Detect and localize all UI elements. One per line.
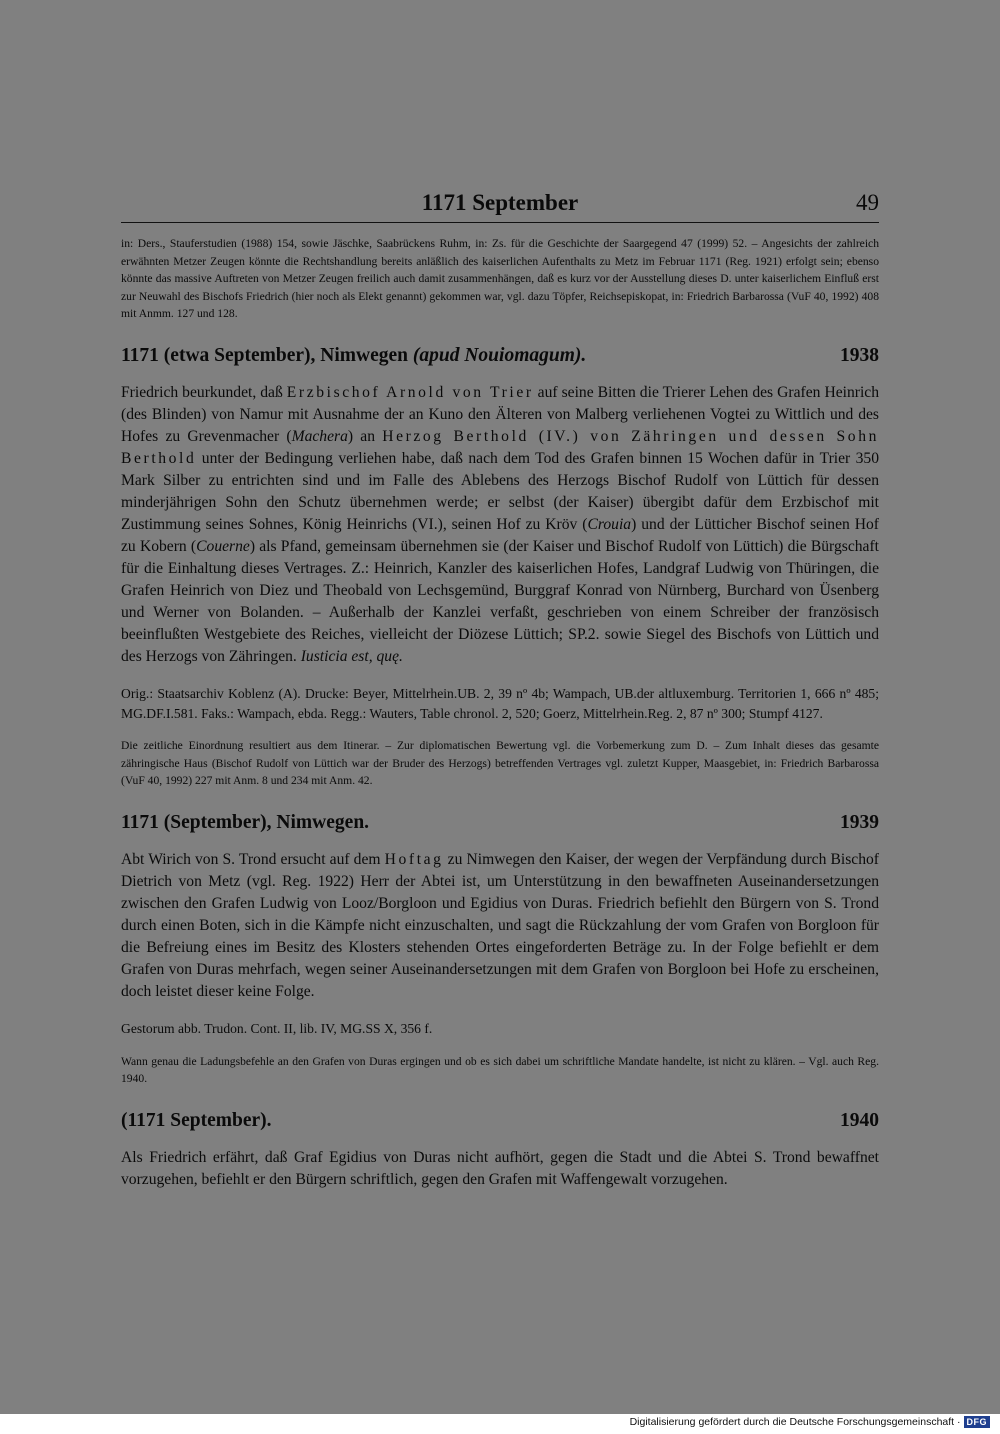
footer-credit [630, 1416, 990, 1428]
regest-heading [121, 345, 879, 367]
regest-text: Als Friedrich erfährt, daß Graf Egidius von Duras nicht aufhört, gegen die Stadt und die Abtei S. Trond bewaffnet vorzugehen, befiehlt er den Bürgern schriftlich, gegen den Grafen mit Waffengewalt vorzugehen. [121, 1149, 879, 1189]
regest-1938 [121, 345, 879, 790]
continuation-note: in: Ders., Stauferstudien (1988) 154, sowie Jäschke, Saabrückens Ruhm, in: Zs. für die Geschichte der Saargegend 47 (1999) 52. – Angesichts der zahlreich erwähnten Metzer Zeugen könnte die Rechtshandlung bereits anläßlich des kaiserlichen Aufenthalts zu Metz im Februar 1171 (Reg. 1921) erfolgt sein; ebenso könnte das massive Auftreten von Metzer Zeugen freilich auch damit zusammenhängen, daß es kurz vor der Ausstellung dieses D. unter kaiserlichem Einfluß erst zur Neuwahl des Bischofs Friedrich (hier noch als Elekt genannt) gekommen war, vgl. dazu Töpfer, Reichsepiskopat, in: Friedrich Barbarossa (VuF 40, 1992) 408 mit Anmm. 127 und 128. [121, 237, 879, 320]
running-header [121, 186, 879, 223]
regest-date-place: (1171 September). [121, 1109, 272, 1131]
regest-1940 [121, 1110, 879, 1192]
regest-sources: Orig.: Staatsarchiv Koblenz (A). Drucke: Beyer, Mittelrhein.UB. 2, 39 nº 4b; Wampach, UB.der altluxemburg. Territorien 1, 666 nº 485; MG.DF.I.581. Faks.: Wampach, ebda. Regg.: Wauters, Table chronol. 2, 520; Goerz, Mittelrhein.Reg. 2, 87 nº 300; Stumpf 4127. [121, 685, 879, 721]
regest-remark: Die zeitliche Einordnung resultiert aus dem Itinerar. – Zur diplomatischen Bewertung vgl. die Vorbemerkung zum D. – Zum Inhalt dieses das gesamte zähringische Haus (Bischof Rudolf von Lüttich war der Bruder des Herzogs) betreffenden Vertrages vgl. zuletzt Kupper, Maasgebiet, in: Friedrich Barbarossa (VuF 40, 1992) 227 mit Anm. 8 und 234 mit Anm. 42. [121, 739, 879, 788]
regest-remark: Wann genau die Ladungsbefehle an den Grafen von Duras ergingen und ob es sich dabei um schriftliche Mandate handelte, ist nicht zu klären. – Vgl. auch Reg. 1940. [121, 1054, 879, 1086]
header-title: 1171 September [421, 190, 579, 215]
regest-number: 1940 [840, 1109, 879, 1131]
regest-heading [121, 1110, 879, 1132]
regest-date-place: 1171 (September), Nimwegen. [121, 811, 370, 833]
footer-text: Digitalisierung gefördert durch die Deutsche Forschungsgemeinschaft · [629, 1416, 961, 1428]
regest-text: Abt Wirich von S. Trond ersucht auf dem Hoftag zu Nimwegen den Kaiser, der wegen der Verpfändung durch Bischof Dietrich von Metz (vgl. Reg. 1922) Herr der Abtei ist, um Unterstützung in den bewaffneten Auseinandersetzungen zwischen den Grafen Ludwig von Looz/Borgloon und Egidius von Duras. Friedrich befiehlt den Bürgern von S. Trond durch einen Boten, sich in die Kämpfe nicht einzuschalten, und sagt die Rückzahlung der vom Grafen von Borgloon für die Befreiung eines im Besitz des Klosters stehenden Ortes eingeforderten Beträge zu. In der Folge befiehlt er dem Grafen von Duras mehrfach, wegen seiner Auseinandersetzungen mit dem Grafen von Borgloon bei Hofe zu erscheinen, doch leistet dieser keine Folge. [121, 851, 879, 1001]
regest-number: 1938 [840, 344, 879, 366]
dfg-logo: DFG [964, 1416, 991, 1428]
page-content [121, 186, 879, 1207]
regest-date-place: 1171 (etwa September), Nimwegen (apud Nouiomagum). [121, 344, 587, 366]
regest-1939 [121, 812, 879, 1088]
regest-text: Friedrich beurkundet, daß Erzbischof Arnold von Trier auf seine Bitten die Trierer Lehen des Grafen Heinrich (des Blinden) von Namur mit Ausnahme der an Kuno den Älteren von Malberg verliehenen Vogtei zu Wittlich und des Hofes zu Grevenmacher (Machera) an Herzog Berthold (IV.) von Zähringen und dessen Sohn Berthold unter der Bedingung verliehen habe, daß nach dem Tod des Grafen binnen 15 Wochen dafür in Trier 350 Mark Silber zu entrichten sind und im Falle des Ablebens des Herzogs Bischof Rudolf von Lüttich für dessen minderjährigen Sohn den Schutz übernehmen werde; er selbst (der Kaiser) übergibt dafür dem Erzbischof mit Zustimmung seines Sohnes, König Heinrichs (VI.), seinen Hof zu Kröv (Crouia) und der Lütticher Bischof seinen Hof zu Kobern (Couerne) als Pfand, gemeinsam übernehmen sie (der Kaiser und Bischof Rudolf von Lüttich) die Bürgschaft für die Einhaltung dieses Vertrages. Z.: Heinrich, Kanzler des kaiserlichen Hofes, Landgraf Ludwig von Thüringen, die Grafen Heinrich von Diez und Theobald von Lechsgemünd, Burggraf Konrad von Nürnberg, Burchard von Üsenberg und Werner von Bolanden. – Außerhalb der Kanzlei verfaßt, geschrieben von einem Schreiber der französisch beeinflußten Westgebiete des Reiches, vielleicht der Diözese Lüttich; SP.2. sowie Siegel des Bischofs von Lüttich und des Herzogs von Zähringen. Iusticia est, quę. [121, 384, 880, 666]
regest-number: 1939 [840, 811, 879, 833]
regest-heading [121, 812, 879, 834]
regest-sources: Gestorum abb. Trudon. Cont. II, lib. IV, MG.SS X, 356 f. [121, 1020, 433, 1036]
page-number: 49 [856, 190, 879, 215]
